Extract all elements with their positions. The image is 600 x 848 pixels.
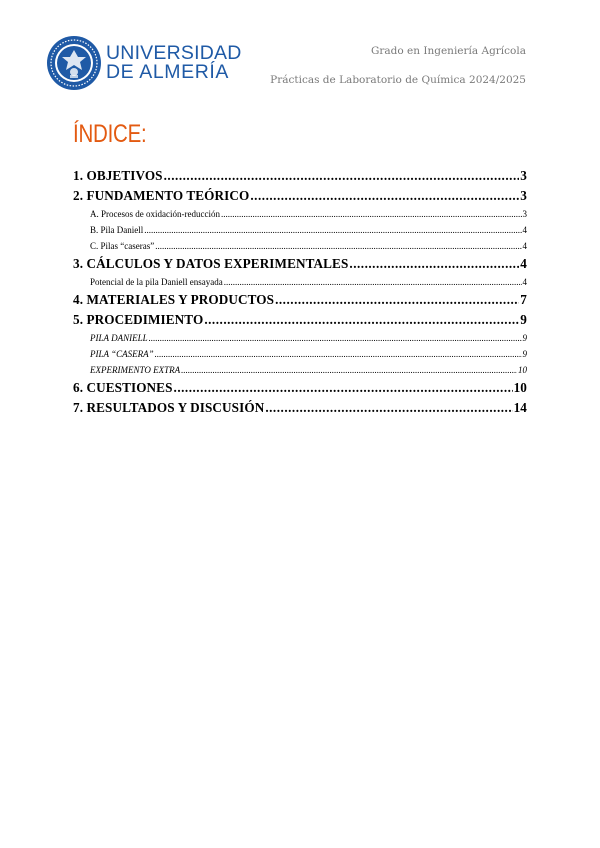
logo-line-1: UNIVERSIDAD (106, 42, 242, 64)
toc-entry-label: PILA “CASERA” (90, 349, 154, 359)
toc-entry-label: 2. FUNDAMENTO TEÓRICO (73, 188, 250, 203)
toc-leader-dots (164, 166, 520, 186)
toc-entry[interactable] (73, 186, 527, 206)
toc-entry-page: 9 (522, 333, 527, 343)
toc-entry-label: C. Pilas “caseras” (90, 241, 155, 251)
toc-entry-page: 14 (513, 400, 527, 415)
page-title: ÍNDICE: (73, 120, 147, 148)
toc-leader-dots (149, 330, 522, 346)
toc-entry-label: 6. CUESTIONES (73, 380, 173, 395)
toc-leader-dots (265, 398, 512, 418)
toc-entry-page: 4 (522, 241, 527, 251)
toc-leader-dots (204, 310, 519, 330)
toc-entry-label: 1. OBJETIVOS (73, 168, 163, 183)
toc-entry-label: 4. MATERIALES Y PRODUCTOS (73, 292, 275, 307)
toc-entry-label: Potencial de la pila Daniell ensayada (90, 277, 223, 287)
toc-entry[interactable] (73, 254, 527, 274)
header-course: Prácticas de Laboratorio de Química 2024/2025 (270, 74, 526, 86)
toc-subentry[interactable] (73, 222, 527, 238)
toc-subentry[interactable] (73, 274, 527, 290)
toc-subentry[interactable] (73, 362, 527, 378)
toc-leader-dots (221, 206, 522, 222)
toc-leader-dots (155, 346, 522, 362)
toc-entry-label: PILA DANIELL (90, 333, 148, 343)
toc-entry-page: 4 (520, 256, 527, 271)
university-seal-icon (46, 35, 102, 91)
toc-entry-page: 10 (513, 380, 527, 395)
toc-entry[interactable] (73, 166, 527, 186)
toc-entry-page: 3 (522, 209, 527, 219)
toc-entry-label: B. Pila Daniell (90, 225, 144, 235)
toc-leader-dots (250, 186, 519, 206)
toc-entry-label: 7. RESULTADOS Y DISCUSIÓN (73, 400, 265, 415)
toc-leader-dots (155, 238, 521, 254)
toc-entry-page: 3 (520, 168, 527, 183)
toc-subentry[interactable] (73, 206, 527, 222)
toc-entry[interactable] (73, 290, 527, 310)
toc-entry-page: 3 (520, 188, 527, 203)
toc-entry-page: 9 (522, 349, 527, 359)
toc-entry-page: 4 (522, 277, 527, 287)
toc-subentry[interactable] (73, 238, 527, 254)
toc-subentry[interactable] (73, 330, 527, 346)
toc-leader-dots (224, 274, 522, 290)
toc-entry-page: 7 (520, 292, 527, 307)
toc-entry[interactable] (73, 310, 527, 330)
toc-entry-page: 10 (518, 365, 527, 375)
toc-subentry[interactable] (73, 346, 527, 362)
toc-entry-label: 3. CÁLCULOS Y DATOS EXPERIMENTALES (73, 256, 349, 271)
toc-entry-page: 4 (522, 225, 527, 235)
toc-entry-label: EXPERIMENTO EXTRA (90, 365, 181, 375)
university-logo (46, 35, 242, 93)
toc-entry[interactable] (73, 398, 527, 418)
toc-entry-label: A. Procesos de oxidación-reducción (90, 209, 220, 219)
toc-leader-dots (181, 362, 517, 378)
toc-leader-dots (349, 254, 519, 274)
logo-wordmark (106, 44, 241, 82)
header-degree: Grado en Ingeniería Agrícola (370, 45, 526, 57)
toc-entry-page: 9 (520, 312, 527, 327)
logo-line-2: DE ALMERÍA (106, 61, 230, 83)
toc-entry-label: 5. PROCEDIMIENTO (73, 312, 204, 327)
toc-entry[interactable] (73, 378, 527, 398)
toc-leader-dots (275, 290, 519, 310)
toc-leader-dots (144, 222, 521, 238)
toc-leader-dots (174, 378, 513, 398)
table-of-contents (73, 166, 527, 418)
